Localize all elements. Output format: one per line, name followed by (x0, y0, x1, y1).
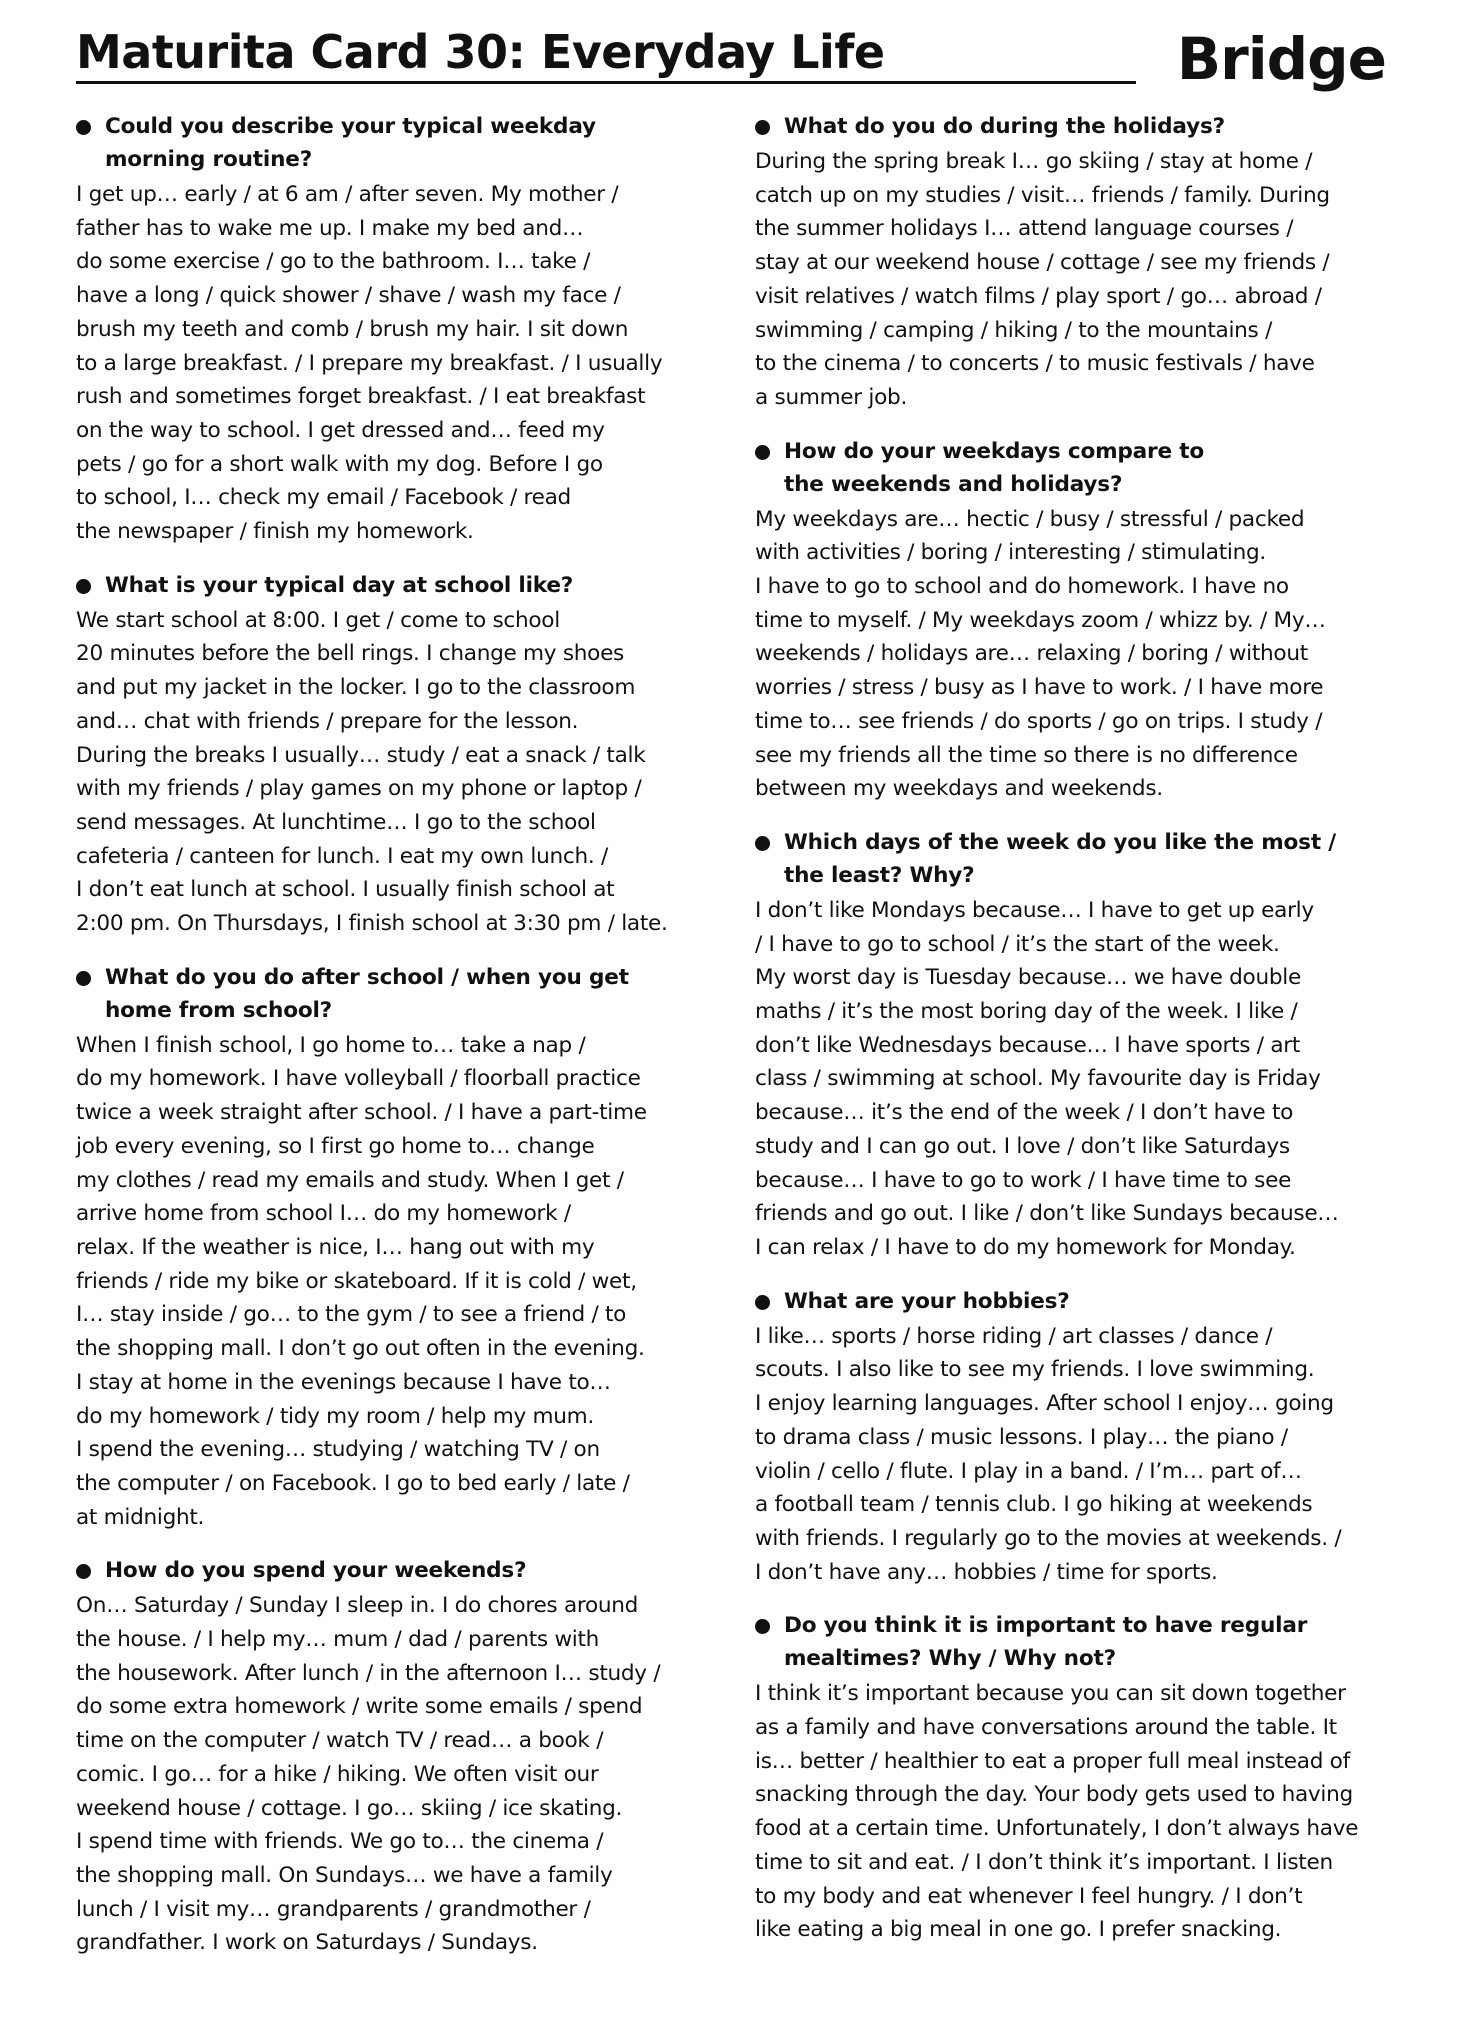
question (755, 1609, 1395, 1675)
answer-line: snacking through the day. Your body gets used to having (755, 1782, 1353, 1808)
answer-line: do my homework / tidy my room / help my mum. (76, 1403, 594, 1429)
answer-line: time to sit and eat. / I don’t think it’s important. I listen (755, 1849, 1333, 1875)
answer (755, 894, 1395, 1265)
left-column (76, 110, 716, 1980)
answer-line: don’t like Wednesdays because… I have sports / art (755, 1032, 1301, 1058)
answer (76, 604, 716, 941)
answer-line: see my friends all the time so there is no difference (755, 742, 1298, 768)
answer-line: swimming / camping / hiking / to the mountains / (755, 317, 1273, 343)
answer-line: catch up on my studies / visit… friends / family. During (755, 182, 1330, 208)
bullet-icon (76, 579, 91, 594)
page-title: Maturita Card 30: Everyday Life (76, 25, 885, 79)
answer-line: worries / stress / busy as I have to work. / I have more (755, 675, 1324, 701)
answer-line: violin / cello / flute. I play in a band. / I’m… part of… (755, 1458, 1302, 1484)
question-line: the least? Why? (784, 862, 975, 888)
question-line: What do you do during the holidays? (784, 114, 1225, 139)
answer-line: My worst day is Tuesday because… we have double (755, 965, 1301, 991)
answer-line: I don’t eat lunch at school. I usually finish school at (76, 877, 615, 903)
answer-line: friends and go out. I like / don’t like Sundays because… (755, 1201, 1339, 1227)
qa-section (755, 1609, 1395, 1947)
answer (76, 178, 716, 549)
answer-line: visit relatives / watch films / play sport / go… abroad / (755, 283, 1322, 309)
answer-line: maths / it’s the most boring day of the week. I like / (755, 999, 1298, 1025)
answer-line: the housework. After lunch / in the afternoon I… study / (76, 1660, 661, 1686)
answer-line: a football team / tennis club. I go hiking at weekends (755, 1492, 1313, 1518)
bullet-icon (76, 120, 91, 135)
answer-line: relax. If the weather is nice, I… hang out with my (76, 1234, 595, 1260)
answer-line: and put my jacket in the locker. I go to the classroom (76, 675, 636, 701)
answer-line: time to… see friends / do sports / go on trips. I study / (755, 708, 1323, 734)
answer-line: do my homework. I have volleyball / floorball practice (76, 1066, 641, 1092)
answer-line: During the breaks I usually… study / eat a snack / talk (76, 742, 646, 768)
question-line: mealtimes? Why / Why not? (784, 1646, 1116, 1672)
answer-line: I enjoy learning languages. After school I enjoy… going (755, 1391, 1334, 1417)
question-line: What are your hobbies? (784, 1288, 1070, 1314)
answer-line: to school, I… check my email / Facebook / read (76, 485, 571, 511)
answer-line: stay at our weekend house / cottage / see my friends / (755, 250, 1330, 276)
answer-line: lunch / I visit my… grandparents / grandmother / (76, 1896, 591, 1922)
answer (755, 1677, 1395, 1947)
question-line: morning routine? (105, 147, 313, 172)
question-line: Which days of the week do you like the most / (784, 829, 1336, 855)
bullet-icon (755, 836, 770, 851)
question-line: home from school? (105, 997, 332, 1023)
answer (76, 1029, 716, 1535)
answer-line: rush and sometimes forget breakfast. / I eat breakfast (76, 384, 646, 410)
question (755, 435, 1395, 501)
answer-line: like eating a big meal in one go. I prefer snacking. (755, 1917, 1282, 1943)
answer-line: to a large breakfast. / I prepare my breakfast. / I usually (76, 350, 663, 376)
answer-line: pets / go for a short walk with my dog. Before I go (76, 451, 603, 477)
answer-line: twice a week straight after school. / I have a part-time (76, 1100, 647, 1126)
answer-line: time on the computer / watch TV / read… a book / (76, 1728, 604, 1754)
question-line: What is your typical day at school like? (105, 572, 574, 598)
answer-line: between my weekdays and weekends. (755, 776, 1163, 802)
answer-line: a summer job. (755, 384, 908, 410)
answer-line: I spend the evening… studying / watching TV / on (76, 1437, 600, 1463)
answer-line: as a family and have conversations around the table. It (755, 1715, 1337, 1741)
answer-line: I like… sports / horse riding / art classes / dance / (755, 1323, 1273, 1349)
answer-line: with my friends / play games on my phone or laptop / (76, 776, 642, 802)
answer-line: weekends / holidays are… relaxing / boring / without (755, 641, 1308, 667)
question (76, 1554, 716, 1587)
answer-line: the shopping mall. I don’t go out often in the evening. (76, 1336, 645, 1362)
answer-line: study and I can go out. I love / don’t like Saturdays (755, 1133, 1290, 1159)
answer-line: 2:00 pm. On Thursdays, I finish school at 3:30 pm / late. (76, 911, 668, 937)
answer-line: grandfather. I work on Saturdays / Sundays. (76, 1930, 538, 1956)
answer (755, 145, 1395, 415)
qa-section (755, 1285, 1395, 1590)
right-column (755, 110, 1395, 1967)
qa-section (755, 110, 1395, 415)
answer-line: We start school at 8:00. I get / come to school (76, 607, 560, 633)
answer-line: the newspaper / finish my homework. (76, 519, 474, 545)
answer-line: food at a certain time. Unfortunately, I don’t always have (755, 1816, 1359, 1842)
answer-line: because… I have to go to work / I have time to see (755, 1167, 1292, 1193)
answer-line: My weekdays are… hectic / busy / stressful / packed (755, 506, 1305, 532)
bullet-icon (755, 1295, 770, 1310)
answer-line: When I finish school, I go home to… take a nap / (76, 1032, 586, 1058)
qa-section (76, 961, 716, 1535)
answer-line: the shopping mall. On Sundays… we have a family (76, 1862, 613, 1888)
question (76, 110, 716, 176)
bullet-icon (76, 1564, 91, 1579)
question (755, 826, 1395, 892)
answer (755, 503, 1395, 806)
answer-line: 20 minutes before the bell rings. I change my shoes (76, 641, 625, 667)
answer-line: send messages. At lunchtime… I go to the school (76, 809, 596, 835)
answer-line: friends / ride my bike or skateboard. If it is cold / wet, (76, 1268, 637, 1294)
question-line: What do you do after school / when you get (105, 964, 629, 990)
answer-line: is… better / healthier to eat a proper full meal instead of (755, 1748, 1350, 1774)
question-line: How do you spend your weekends? (105, 1558, 527, 1584)
question-line: the weekends and holidays? (784, 471, 1123, 497)
question-line: How do your weekdays compare to (784, 438, 1204, 464)
answer-line: time to myself. / My weekdays zoom / whizz by. / My… (755, 607, 1326, 633)
answer-line: have a long / quick shower / shave / wash my face / (76, 283, 621, 309)
answer-line: the house. / I help my… mum / dad / parents with (76, 1627, 600, 1653)
answer-line: class / swimming at school. My favourite day is Friday (755, 1066, 1321, 1092)
answer-line: my clothes / read my emails and study. When I get / (76, 1167, 624, 1193)
title-underline (76, 81, 1136, 84)
answer-line: job every evening, so I first go home to… change (76, 1133, 595, 1159)
answer-line: During the spring break I… go skiing / stay at home / (755, 149, 1313, 174)
answer-line: to drama class / music lessons. I play… the piano / (755, 1424, 1288, 1450)
brand-logo: Bridge (1176, 25, 1386, 93)
answer-line: comic. I go… for a hike / hiking. We often visit our (76, 1761, 599, 1787)
answer-line: do some extra homework / write some emails / spend (76, 1694, 643, 1720)
answer-line: with friends. I regularly go to the movies at weekends. / (755, 1525, 1342, 1551)
answer-line: On… Saturday / Sunday I sleep in. I do chores around (76, 1593, 639, 1619)
answer-line: I think it’s important because you can sit down together (755, 1681, 1346, 1707)
answer-line: I don’t have any… hobbies / time for sports. (755, 1559, 1218, 1585)
answer-line: to my body and eat whenever I feel hungry. / I don’t (755, 1883, 1303, 1909)
page-header (76, 20, 1396, 100)
answer-line: I… stay inside / go… to the gym / to see a friend / to (76, 1302, 627, 1328)
answer-line: cafeteria / canteen for lunch. I eat my own lunch. / (76, 843, 608, 869)
answer-line: at midnight. (76, 1504, 205, 1530)
bullet-icon (755, 120, 770, 135)
answer-line: because… it’s the end of the week / I don’t have to (755, 1100, 1294, 1126)
answer-line: the summer holidays I… attend language courses / (755, 216, 1294, 242)
qa-section (76, 1554, 716, 1960)
answer (755, 1320, 1395, 1590)
answer-line: with activities / boring / interesting / stimulating. (755, 540, 1266, 566)
answer-line: weekend house / cottage. I go… skiing / ice skating. (76, 1795, 623, 1821)
answer-line: scouts. I also like to see my friends. I love swimming. (755, 1357, 1315, 1383)
answer-line: to the cinema / to concerts / to music festivals / have (755, 351, 1315, 377)
qa-section (76, 569, 716, 941)
question-line: Do you think it is important to have regular (784, 1613, 1308, 1639)
question (755, 1285, 1395, 1318)
question-line: Could you describe your typical weekday (105, 114, 596, 139)
answer-line: arrive home from school I… do my homework / (76, 1201, 571, 1227)
bullet-icon (76, 971, 91, 986)
qa-section (76, 110, 716, 549)
answer-line: I can relax / I have to do my homework for Monday. (755, 1234, 1296, 1260)
answer-line: on the way to school. I get dressed and… feed my (76, 417, 605, 443)
bullet-icon (755, 445, 770, 460)
question (76, 961, 716, 1027)
answer-line: I get up… early / at 6 am / after seven. My mother / (76, 182, 619, 207)
answer-line: I don’t like Mondays because… I have to get up early (755, 897, 1314, 923)
answer-line: / I have to go to school / it’s the start of the week. (755, 931, 1280, 957)
answer-line: I stay at home in the evenings because I have to… (76, 1369, 611, 1395)
answer (76, 1589, 716, 1960)
answer-line: brush my teeth and comb / brush my hair. I sit down (76, 316, 629, 342)
question (755, 110, 1395, 143)
bullet-icon (755, 1619, 770, 1634)
qa-section (755, 435, 1395, 806)
answer-line: I spend time with friends. We go to… the cinema / (76, 1829, 604, 1855)
answer-line: father has to wake me up. I make my bed and… (76, 215, 584, 241)
qa-section (755, 826, 1395, 1265)
question (76, 569, 716, 602)
answer-line: and… chat with friends / prepare for the lesson. (76, 708, 579, 734)
answer-line: the computer / on Facebook. I go to bed early / late / (76, 1470, 630, 1496)
answer-line: I have to go to school and do homework. I have no (755, 574, 1289, 600)
answer-line: do some exercise / go to the bathroom. I… take / (76, 249, 591, 275)
